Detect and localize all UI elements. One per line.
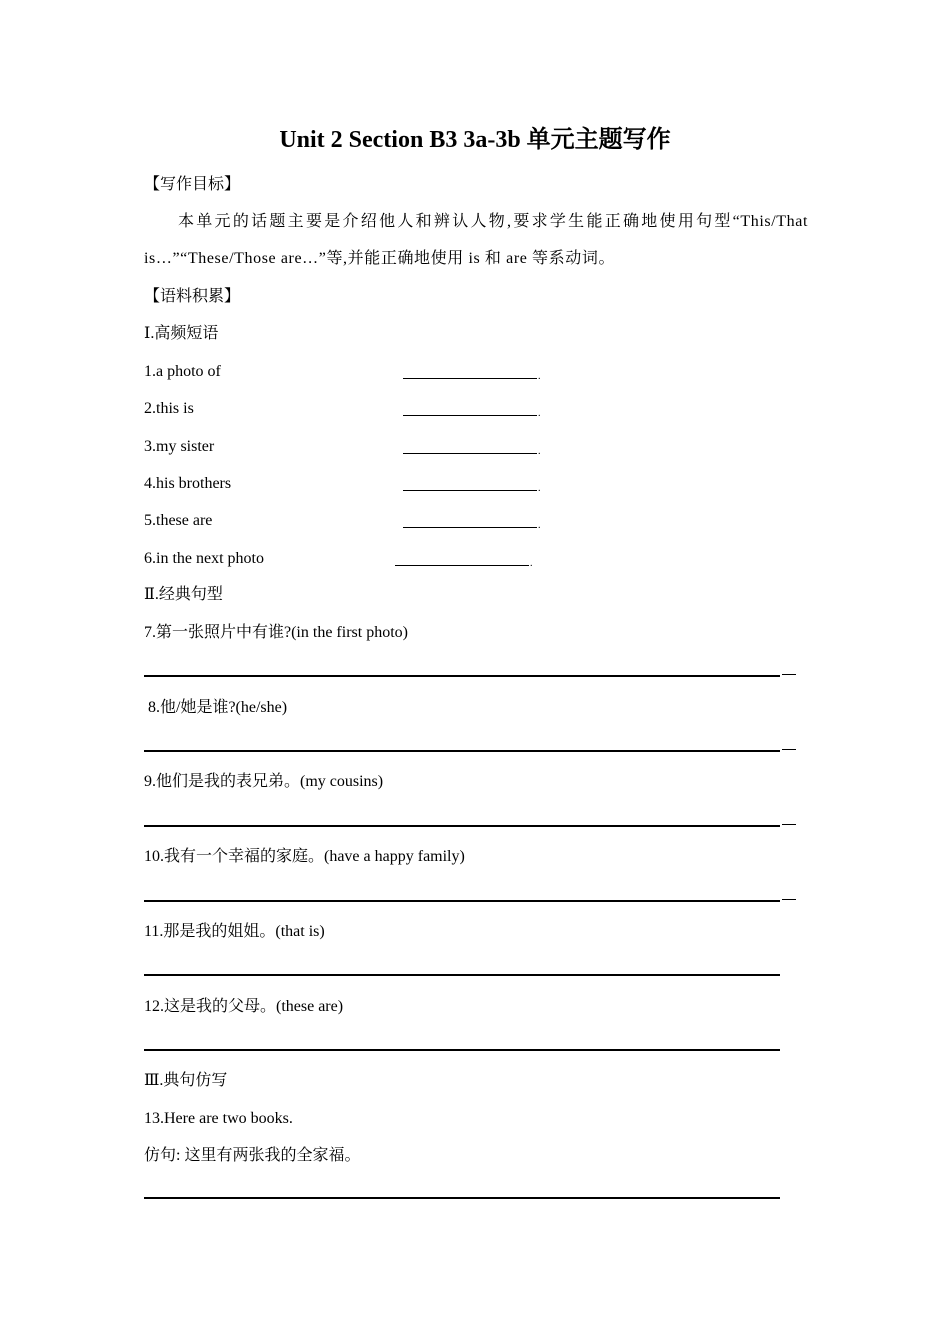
- phrase-item: 3.my sister: [144, 438, 215, 455]
- sentence-answer-line[interactable]: [144, 825, 780, 827]
- section2-heading: Ⅱ.经典句型: [144, 586, 223, 603]
- phrase-item: 6.in the next photo: [144, 550, 264, 567]
- phrase-answer-blank[interactable]: [403, 415, 537, 416]
- example-sentence: 13.Here are two books.: [144, 1110, 293, 1127]
- phrase-answer-blank[interactable]: [403, 378, 537, 379]
- phrase-answer-blank[interactable]: [403, 453, 537, 454]
- sentence-item: 9.他们是我的表兄弟。(my cousins): [144, 773, 384, 790]
- sentence-answer-line[interactable]: [144, 974, 780, 976]
- phrase-item: 4.his brothers: [144, 475, 232, 492]
- sentence-item: 11.那是我的姐姐。(that is): [144, 923, 325, 940]
- sentence-item: 7.第一张照片中有谁?(in the first photo): [144, 624, 408, 641]
- section3-heading: Ⅲ.典句仿写: [144, 1072, 228, 1089]
- phrase-answer-blank[interactable]: [395, 565, 529, 566]
- phrase-item: 2.this is: [144, 400, 194, 417]
- imitation-answer-line[interactable]: [144, 1197, 780, 1199]
- sentence-item: 10.我有一个幸福的家庭。(have a happy family): [144, 848, 465, 865]
- blank-end-mark: .: [538, 446, 541, 457]
- blank-end-mark: .: [538, 520, 541, 531]
- phrase-answer-blank[interactable]: [403, 490, 537, 491]
- sentence-answer-line[interactable]: [144, 1049, 780, 1051]
- sentence-answer-line[interactable]: [144, 675, 780, 677]
- phrase-answer-blank[interactable]: [403, 527, 537, 528]
- goal-text: 本单元的话题主要是介绍他人和辨认人物,要求学生能正确地使用句型“This/That is…”“These/Those are…”等,并能正确地使用 is 和 are 等系动词。: [144, 213, 808, 267]
- sentence-item: 8.他/她是谁?(he/she): [148, 699, 288, 716]
- blank-end-mark: .: [538, 483, 541, 494]
- page-title: Unit 2 Section B3 3a-3b 单元主题写作: [279, 127, 671, 153]
- sentence-answer-line[interactable]: [144, 750, 780, 752]
- blank-end-mark: .: [530, 558, 533, 569]
- blank-end-mark: .: [538, 371, 541, 382]
- section1-heading: Ⅰ.高频短语: [144, 325, 219, 342]
- imitation-prompt: 仿句: 这里有两张我的全家福。: [144, 1147, 361, 1164]
- material-heading: 【语料积累】: [144, 288, 241, 305]
- sentence-item: 12.这是我的父母。(these are): [144, 998, 344, 1015]
- phrase-item: 5.these are: [144, 512, 213, 529]
- blank-end-mark: .: [538, 408, 541, 419]
- sentence-answer-line[interactable]: [144, 900, 780, 902]
- goal-heading: 【写作目标】: [144, 176, 241, 193]
- phrase-item: 1.a photo of: [144, 363, 221, 380]
